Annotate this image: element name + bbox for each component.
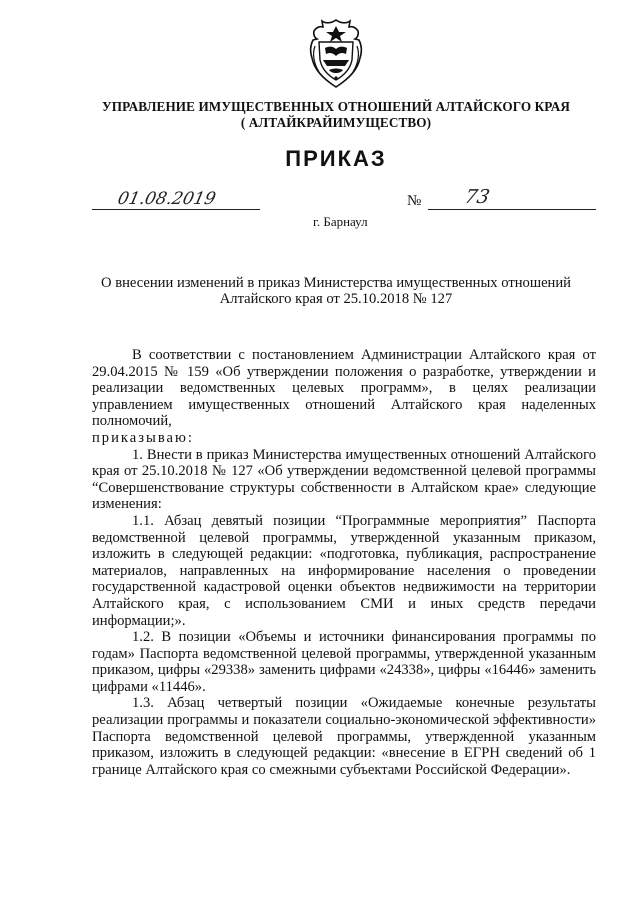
document-type-title: ПРИКАЗ bbox=[285, 146, 387, 171]
organization-name: УПРАВЛЕНИЕ ИМУЩЕСТВЕННЫХ ОТНОШЕНИЙ АЛТАЙСКОГО КРАЯ bbox=[102, 99, 570, 114]
order-number-line bbox=[428, 209, 596, 210]
coat-of-arms-icon bbox=[305, 18, 367, 90]
order-date-handwritten: 01.08.2019 bbox=[115, 189, 218, 209]
item-1-3-paragraph: 1.3. Абзац четвертый позиции «Ожидаемые конечные результаты реализации программы и показатели социально-экономической эффективности» Паспорта ведомственной целевой программы, утвержденной указанным приказом, изложить в следующей редакции: «внесение в ЕГРН сведений об 1 границе Алтайского края со смежными субъектами Российской Федерации». bbox=[92, 695, 596, 778]
issue-city: г. Барнаул bbox=[313, 214, 368, 229]
item-1-paragraph: 1. Внести в приказ Министерства имущественных отношений Алтайского края от 25.10.2018 № 127 «Об утверждении ведомственной целевой программы “Совершенствование структуры собственности в Алтайском крае» следующие изменения: bbox=[92, 446, 596, 513]
number-sign: № bbox=[407, 193, 422, 209]
order-date-line bbox=[92, 209, 260, 210]
item-1-1-paragraph: 1.1. Абзац девятый позиции “Программные мероприятия” Паспорта ведомственной целевой программы, утвержденной указанным приказом, изложить в следующей редакции: «подготовка, публикация, распространение материалов, направленных на информирование населения о проведении государственной кадастровой оценки объектов недвижимости на территории Алтайского края, с использованием СМИ и иных средств передачи информации;». bbox=[92, 512, 596, 629]
order-subject-line-1: О внесении изменений в приказ Министерства имущественных отношений bbox=[101, 275, 571, 291]
order-number-handwritten: 73 bbox=[462, 186, 492, 208]
preamble-paragraph: В соответствии с постановлением Администрации Алтайского края от 29.04.2015 № 159 «Об утверждении положения о разработке, утверждении и реализации ведомственных целевых программ», в целях реализации управлением имущественных отношений Алтайского края наделенных полномочий, bbox=[92, 347, 596, 430]
organization-short-name: ( АЛТАЙКРАЙИМУЩЕСТВО) bbox=[240, 115, 432, 130]
item-1-2-paragraph: 1.2. В позиции «Объемы и источники финансирования программы по годам» Паспорта ведомственной целевой программы, утвержденной указанным приказом, цифры «29338» заменить цифрами «24338», цифры «16446» заменить цифрами «11446». bbox=[92, 629, 596, 695]
order-subject-line-2: Алтайского края от 25.10.2018 № 127 bbox=[219, 291, 453, 307]
order-body bbox=[92, 347, 596, 778]
order-word: приказываю: bbox=[92, 429, 194, 446]
